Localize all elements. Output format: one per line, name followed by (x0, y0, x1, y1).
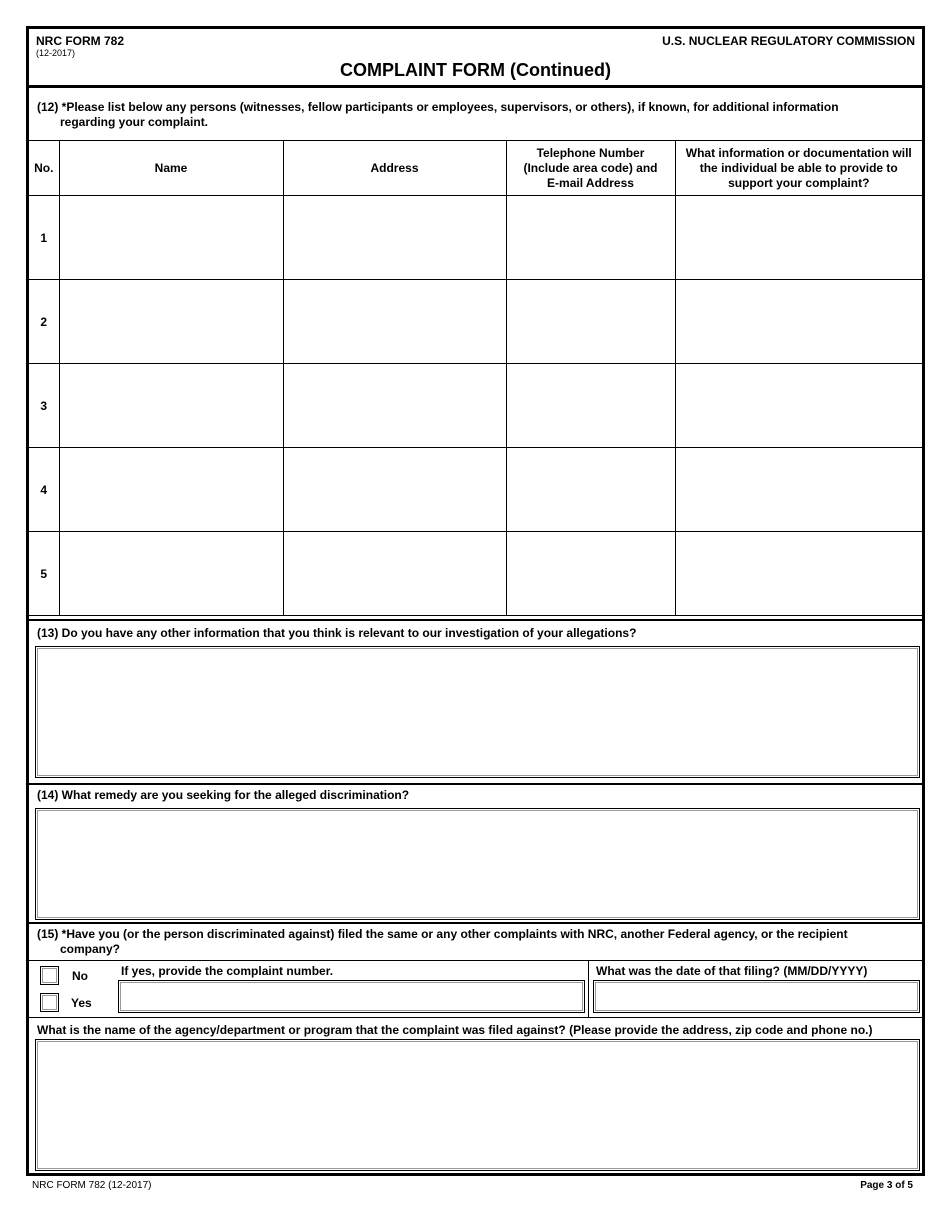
telephone-cell[interactable] (506, 196, 675, 280)
complaint-form (26, 26, 925, 1176)
address-cell[interactable] (283, 448, 506, 532)
question-15-line1: (15) *Have you (or the person discriminated against) filed the same or any other complaints with NRC, another Federal agency, or the recipient (37, 927, 848, 941)
remedy-field[interactable] (35, 808, 920, 920)
telephone-cell[interactable] (506, 364, 675, 448)
agency-field[interactable] (35, 1039, 920, 1171)
address-cell[interactable] (283, 364, 506, 448)
col-header-information: What information or documentation will the individual be able to provide to support your complaint? (675, 141, 922, 196)
table-row (29, 364, 922, 448)
row-number: 4 (29, 448, 59, 532)
form-header (29, 29, 922, 88)
question-12-line2: regarding your complaint. (60, 115, 209, 129)
question-15-answers (29, 961, 922, 1018)
question-15-text (37, 927, 907, 957)
col-header-telephone: Telephone Number (Include area code) and E-mail Address (506, 141, 675, 196)
telephone-cell[interactable] (506, 448, 675, 532)
telephone-cell[interactable] (506, 280, 675, 364)
information-cell[interactable] (675, 448, 922, 532)
no-label: No (72, 969, 88, 983)
address-cell[interactable] (283, 532, 506, 616)
page-number: Page 3 of 5 (860, 1180, 913, 1191)
address-cell[interactable] (283, 196, 506, 280)
col-header-address: Address (283, 141, 506, 196)
agency-name: U.S. NUCLEAR REGULATORY COMMISSION (662, 34, 915, 48)
question-12 (29, 88, 922, 141)
row-number: 5 (29, 532, 59, 616)
row-number: 1 (29, 196, 59, 280)
question-13 (29, 619, 922, 785)
persons-table (29, 141, 922, 616)
table-row (29, 448, 922, 532)
question-12-text (37, 100, 897, 130)
information-cell[interactable] (675, 364, 922, 448)
telephone-cell[interactable] (506, 532, 675, 616)
name-cell[interactable] (59, 448, 283, 532)
table-row (29, 196, 922, 280)
page-title: COMPLAINT FORM (Continued) (340, 60, 611, 80)
information-cell[interactable] (675, 532, 922, 616)
complaint-number-field[interactable] (118, 980, 585, 1013)
address-cell[interactable] (283, 280, 506, 364)
question-12-line1: (12) *Please list below any persons (witnesses, fellow participants or employees, supervisors, or others), if known, for additional information (37, 100, 839, 114)
yes-checkbox[interactable] (40, 993, 59, 1012)
persons-table-header (29, 141, 922, 196)
other-information-field[interactable] (35, 646, 920, 778)
information-cell[interactable] (675, 280, 922, 364)
footer-form-number: NRC FORM 782 (12-2017) (32, 1180, 152, 1191)
agency-question-text: What is the name of the agency/department or program that the complaint was filed against? (Please provide the address, zip code and phone no.) (37, 1023, 873, 1037)
question-15-line2: company? (60, 942, 121, 956)
divider (588, 961, 589, 1017)
no-checkbox[interactable] (40, 966, 59, 985)
table-row (29, 280, 922, 364)
yes-label: Yes (71, 996, 92, 1010)
table-row (29, 532, 922, 616)
question-14 (29, 783, 922, 924)
filing-date-field[interactable] (593, 980, 920, 1013)
name-cell[interactable] (59, 532, 283, 616)
agency-section (29, 1018, 922, 1173)
question-13-text: (13) Do you have any other information that you think is relevant to our investigation of your allegations? (37, 626, 637, 640)
row-number: 2 (29, 280, 59, 364)
complaint-number-label: If yes, provide the complaint number. (121, 964, 334, 978)
form-number: NRC FORM 782 (36, 34, 125, 48)
filing-date-label: What was the date of that filing? (MM/DD/YYYY) (596, 964, 868, 978)
col-header-no: No. (29, 141, 59, 196)
name-cell[interactable] (59, 196, 283, 280)
form-revision: (12-2017) (36, 48, 76, 58)
question-14-text: (14) What remedy are you seeking for the alleged discrimination? (37, 788, 410, 802)
name-cell[interactable] (59, 280, 283, 364)
question-15 (29, 924, 922, 961)
information-cell[interactable] (675, 196, 922, 280)
col-header-name: Name (59, 141, 283, 196)
row-number: 3 (29, 364, 59, 448)
name-cell[interactable] (59, 364, 283, 448)
